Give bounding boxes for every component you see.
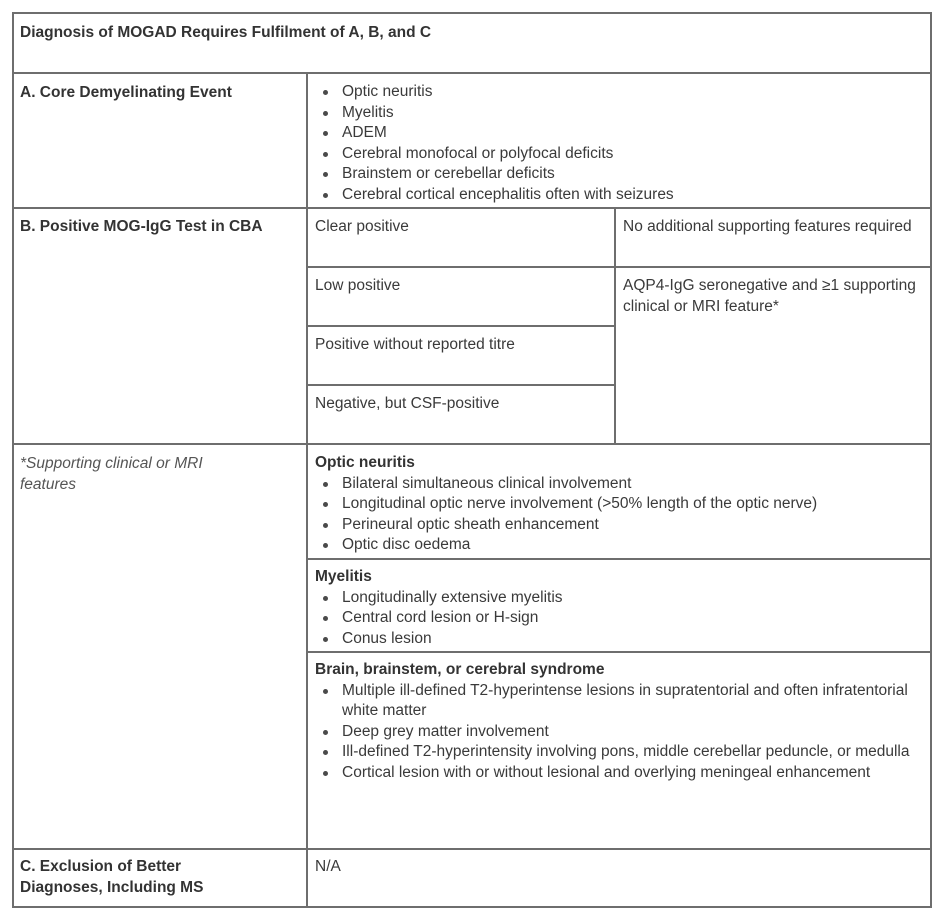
list-item: ADEM [315, 123, 925, 144]
section-b-label: B. Positive MOG-IgG Test in CBA [20, 218, 263, 235]
group-heading: Optic neuritis [315, 454, 415, 471]
list-item: Cerebral cortical encephalitis often with seizures [315, 185, 925, 206]
group-heading: Myelitis [315, 568, 372, 585]
result-positive-no-titre: Positive without reported titre [315, 336, 515, 353]
list-item: Cortical lesion with or without lesional and overlying meningeal enhancement [315, 763, 915, 784]
list-item: Multiple ill-defined T2-hyperintense lesions in supratentorial and often infratentorial white matter [315, 681, 915, 722]
section-c-value: N/A [315, 858, 341, 875]
result-low-positive: Low positive [315, 277, 401, 294]
table-title: Diagnosis of MOGAD Requires Fulfilment of A, B, and C [20, 24, 432, 41]
result-negative-csf-positive: Negative, but CSF-positive [315, 395, 500, 412]
list-item: Conus lesion [315, 629, 925, 650]
requirement-clear-positive: No additional supporting features required [623, 218, 912, 235]
list-item: Brainstem or cerebellar deficits [315, 164, 925, 185]
list-item: Optic neuritis [315, 82, 925, 103]
supporting-group-brain [315, 660, 915, 783]
list-item: Myelitis [315, 103, 925, 124]
list-item: Longitudinally extensive myelitis [315, 588, 925, 609]
section-a-list [315, 82, 925, 205]
list-item: Ill-defined T2-hyperintensity involving pons, middle cerebellar peduncle, or medulla [315, 742, 915, 763]
requirement-other-positive: AQP4-IgG seronegative and ≥1 supporting clinical or MRI feature* [623, 277, 916, 315]
list-item: Perineural optic sheath enhancement [315, 515, 925, 536]
list-item: Optic disc oedema [315, 535, 925, 556]
list-item: Cerebral monofocal or polyfocal deficits [315, 144, 925, 165]
list-item: Bilateral simultaneous clinical involvement [315, 474, 925, 495]
section-a-label: A. Core Demyelinating Event [20, 84, 232, 101]
list-item: Central cord lesion or H-sign [315, 608, 925, 629]
supporting-group-myelitis [315, 567, 925, 649]
list-item: Longitudinal optic nerve involvement (>50% length of the optic nerve) [315, 494, 925, 515]
supporting-group-optic-neuritis [315, 453, 925, 556]
section-c-label: C. Exclusion of Better Diagnoses, Including MS [20, 858, 204, 896]
list-item: Deep grey matter involvement [315, 722, 915, 743]
supporting-features-label: *Supporting clinical or MRI features [20, 455, 203, 493]
result-clear-positive: Clear positive [315, 218, 409, 235]
group-heading: Brain, brainstem, or cerebral syndrome [315, 661, 605, 678]
